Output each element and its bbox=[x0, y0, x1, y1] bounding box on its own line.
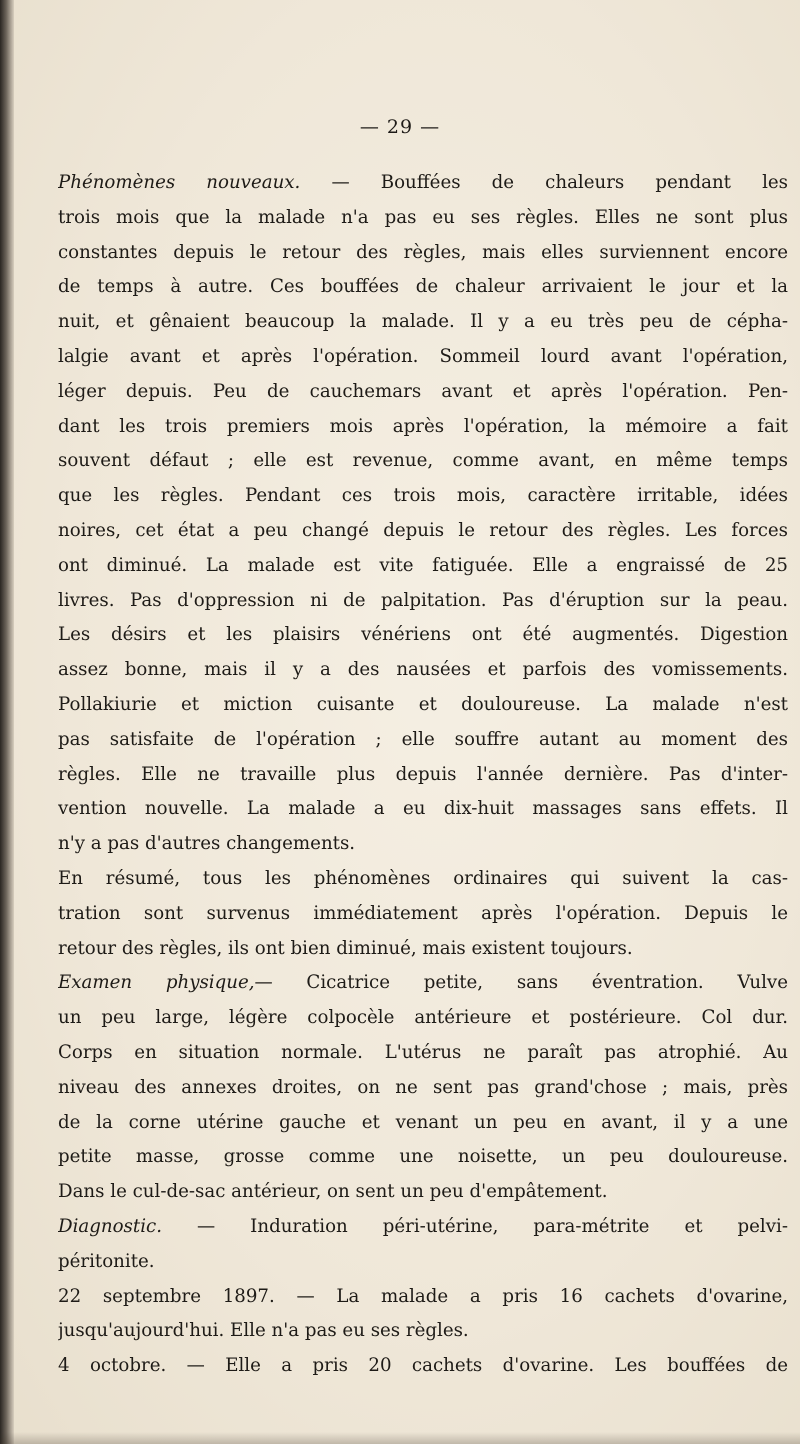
line-text: niveau des annexes droites, on ne sent pas grand'chose ; mais, près bbox=[58, 1076, 788, 1098]
text-line bbox=[58, 1245, 788, 1280]
text-line bbox=[58, 1175, 788, 1210]
line-text: ont diminué. La malade est vite fatiguée. Elle a engraissé de 25 bbox=[58, 554, 788, 576]
line-text: Pollakiurie et miction cuisante et douloureuse. La malade n'est bbox=[58, 693, 788, 715]
text-line bbox=[58, 201, 788, 236]
line-text: vention nouvelle. La malade a eu dix-huit massages sans effets. Il bbox=[58, 798, 788, 820]
italic-heading: Diagnostic. bbox=[58, 1215, 162, 1237]
text-line bbox=[58, 584, 788, 619]
text-line bbox=[58, 514, 788, 549]
line-text: léger depuis. Peu de cauchemars avant et après l'opération. Pen- bbox=[58, 380, 788, 402]
text-line bbox=[58, 270, 788, 305]
line-text: nuit, et gênaient beaucoup la malade. Il y a eu très peu de cépha- bbox=[58, 311, 788, 333]
text-line bbox=[58, 723, 788, 758]
italic-heading: Phénomènes nouveaux. bbox=[58, 172, 301, 193]
line-text: souvent défaut ; elle est revenue, comme avant, en même temps bbox=[58, 450, 788, 472]
line-text: de la corne utérine gauche et venant un peu en avant, il y a une bbox=[58, 1111, 788, 1133]
line-text: En résumé, tous les phénomènes ordinaires qui suivent la cas- bbox=[58, 867, 788, 889]
text-line bbox=[58, 305, 788, 340]
line-text: petite masse, grosse comme une noisette, un peu douloureuse. bbox=[58, 1146, 788, 1168]
text-line bbox=[58, 827, 788, 862]
text-line bbox=[58, 410, 788, 445]
line-text: pas satisfaite de l'opération ; elle souffre autant au moment des bbox=[58, 728, 788, 750]
line-text: assez bonne, mais il y a des nausées et parfois des vomissements. bbox=[58, 659, 788, 681]
line-text: de temps à autre. Ces bouffées de chaleur arrivaient le jour et la bbox=[58, 276, 788, 298]
text-line bbox=[58, 1106, 788, 1141]
line-text: lalgie avant et après l'opération. Sommeil lourd avant l'opération, bbox=[58, 345, 788, 367]
line-text: tration sont survenus immédiatement après l'opération. Depuis le bbox=[58, 902, 788, 924]
line-text: jusqu'aujourd'hui. Elle n'a pas eu ses règles. bbox=[58, 1320, 469, 1342]
line-text: retour des règles, ils ont bien diminué, mais existent toujours. bbox=[58, 937, 633, 959]
text-line bbox=[58, 479, 788, 514]
text-line bbox=[58, 758, 788, 793]
text-line bbox=[58, 792, 788, 827]
line-text: règles. Elle ne travaille plus depuis l'année dernière. Pas d'inter- bbox=[58, 763, 788, 785]
line-text: dant les trois premiers mois après l'opération, la mémoire a fait bbox=[58, 415, 788, 437]
text-line bbox=[58, 1071, 788, 1106]
line-text: Dans le cul-de-sac antérieur, on sent un peu d'empâtement. bbox=[58, 1181, 608, 1203]
line-text: péritonite. bbox=[58, 1250, 155, 1272]
text-line bbox=[58, 340, 788, 375]
line-text: — Bouffées de chaleurs pendant les bbox=[300, 172, 788, 193]
text-line bbox=[58, 1314, 788, 1349]
line-text: trois mois que la malade n'a pas eu ses règles. Elles ne sont plus bbox=[58, 206, 788, 228]
text-line bbox=[58, 375, 788, 410]
text-line bbox=[58, 897, 788, 932]
line-text: — Induration péri-utérine, para-métrite et pelvi- bbox=[161, 1215, 788, 1237]
text-line bbox=[58, 1036, 788, 1071]
text-line bbox=[58, 549, 788, 584]
text-line bbox=[58, 166, 788, 201]
line-text: 4 octobre. — Elle a pris 20 cachets d'ovarine. Les bouffées de bbox=[58, 1355, 788, 1377]
text-line bbox=[58, 444, 788, 479]
text-line bbox=[58, 1140, 788, 1175]
line-text: Corps en situation normale. L'utérus ne paraît pas atrophié. Au bbox=[58, 1041, 788, 1063]
page-number: — 29 — bbox=[359, 116, 441, 138]
text-line bbox=[58, 1280, 788, 1315]
line-text: constantes depuis le retour des règles, mais elles surviennent encore bbox=[58, 241, 788, 263]
text-line bbox=[58, 236, 788, 271]
text-line bbox=[58, 653, 788, 688]
text-line bbox=[58, 932, 788, 967]
body-text bbox=[58, 166, 788, 1384]
line-text: n'y a pas d'autres changements. bbox=[58, 833, 356, 855]
text-line bbox=[58, 1349, 788, 1384]
line-text: que les règles. Pendant ces trois mois, caractère irritable, idées bbox=[58, 485, 788, 507]
text-line bbox=[58, 862, 788, 897]
line-text: — Cicatrice petite, sans éventration. Vulve bbox=[254, 972, 788, 994]
line-text: livres. Pas d'oppression ni de palpitation. Pas d'éruption sur la peau. bbox=[58, 589, 788, 611]
text-line bbox=[58, 688, 788, 723]
line-text: 22 septembre 1897. — La malade a pris 16 cachets d'ovarine, bbox=[58, 1285, 788, 1307]
page-edge bbox=[0, 1432, 800, 1444]
text-line bbox=[58, 618, 788, 653]
text-line bbox=[58, 1210, 788, 1245]
text-line bbox=[58, 1001, 788, 1036]
binding-shadow bbox=[0, 0, 14, 1444]
line-text: un peu large, légère colpocèle antérieure et postérieure. Col dur. bbox=[58, 1007, 788, 1029]
italic-heading: Examen physique, bbox=[58, 972, 255, 994]
text-line bbox=[58, 966, 788, 1001]
line-text: noires, cet état a peu changé depuis le retour des règles. Les forces bbox=[58, 519, 788, 541]
line-text: Les désirs et les plaisirs vénériens ont été augmentés. Digestion bbox=[58, 624, 788, 646]
